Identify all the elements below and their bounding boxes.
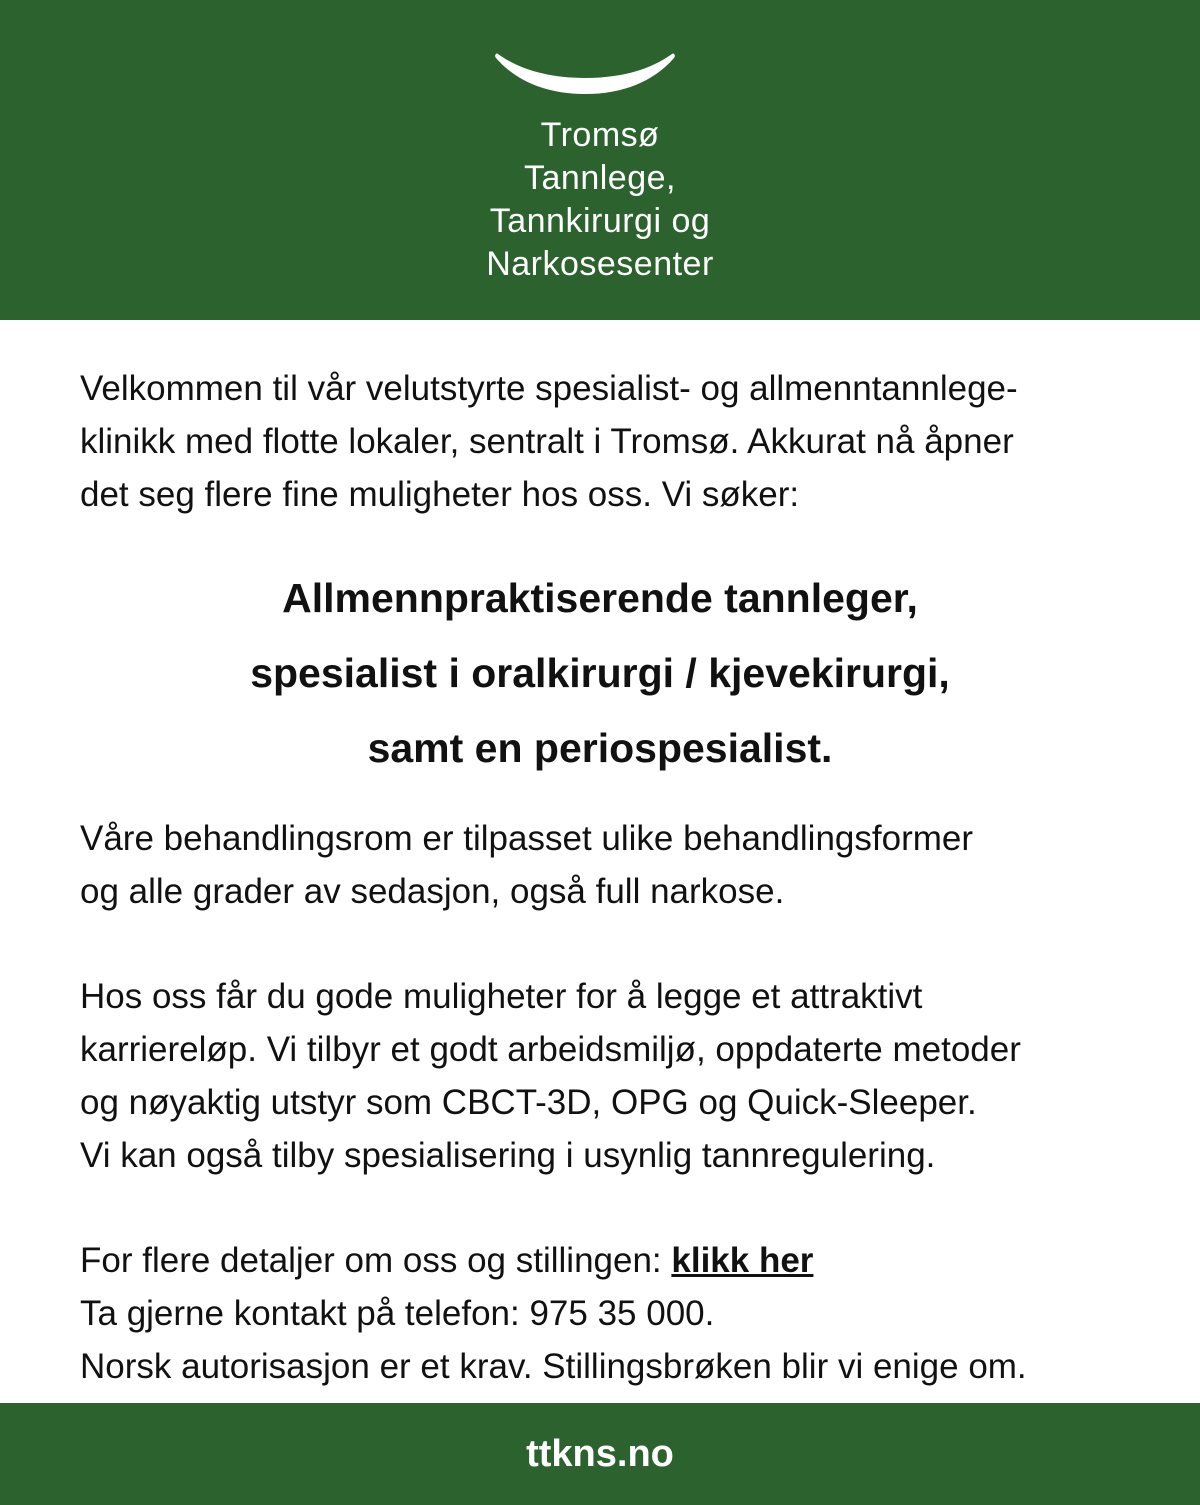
facilities-line: Våre behandlingsrom er tilpasset ulike behandlingsformer [80,819,973,858]
requirement-line: Norsk autorisasjon er et krav. Stillingsbrøken blir vi enige om. [80,1347,1027,1386]
header-banner [0,0,1200,320]
details-link[interactable]: klikk her [671,1241,814,1280]
career-line: Hos oss får du gode muligheter for å legge et attraktivt [80,977,923,1016]
clinic-name-line: Tromsø [540,116,660,154]
positions-heading [50,561,1150,786]
smile-icon [490,40,680,110]
intro-line: Velkommen til vår velutstyrte spesialist- og allmenntannlege- [80,369,1018,408]
clinic-name-line: Tannlege, [524,159,676,197]
clinic-name [0,114,1200,286]
career-line: Vi kan også tilby spesialisering i usynlig tannregulering. [80,1136,936,1175]
details-prefix: For flere detaljer om oss og stillingen: [80,1241,672,1280]
facilities-line: og alle grader av sedasjon, også full narkose. [80,872,785,911]
footer-banner [0,1403,1200,1505]
clinic-name-line: Narkosesenter [486,245,714,283]
details-line [80,1234,1140,1287]
phone-line: Ta gjerne kontakt på telefon: 975 35 000. [80,1294,715,1333]
intro-line: det seg flere fine muligheter hos oss. Vi søker: [80,475,800,514]
career-line: karriereløp. Vi tilbyr et godt arbeidsmiljø, oppdaterte metoder [80,1030,1021,1069]
facilities-paragraph [80,812,1140,918]
position-line: spesialist i oralkirurgi / kjevekirurgi, [250,650,950,696]
contact-paragraph [80,1234,1140,1393]
position-line: Allmennpraktiserende tannleger, [282,575,918,621]
career-paragraph [80,970,1140,1182]
intro-paragraph [80,362,1140,521]
career-line: og nøyaktig utstyr som CBCT-3D, OPG og Quick-Sleeper. [80,1083,977,1122]
website-link[interactable]: ttkns.no [526,1433,674,1475]
main-content [80,362,1140,1393]
clinic-name-line: Tannkirurgi og [489,202,711,240]
position-line: samt en periospesialist. [367,725,833,771]
intro-line: klinikk med flotte lokaler, sentralt i Tromsø. Akkurat nå åpner [80,422,1014,461]
